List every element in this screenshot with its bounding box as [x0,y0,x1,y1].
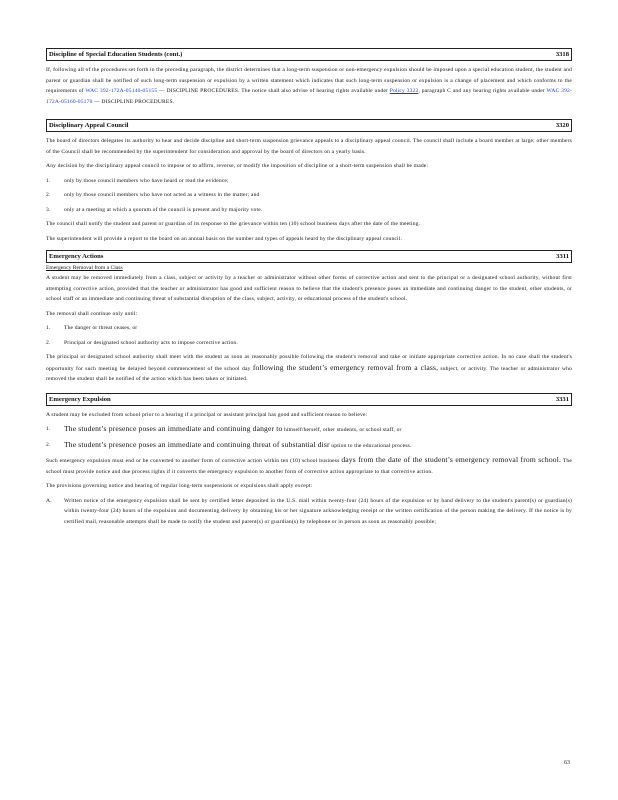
paragraph: The provisions governing notice and hearing of regular long-term suspensions or expulsions shall apply except: [46,483,313,489]
list-item-text: Written notice of the emergency expulsion shall be sent by certified letter deposited in the U.S. mail within twenty-four (24) hours of the expulsion or by hand delivery to the student's parent(s) or guardian(s) within twenty-four (24) hours of the expulsion and documenting delivery by obtaining his or her signature acknowledging receipt or the written certification of the person making the delivery. If the notice is by certified mail, reasonable attempts shall be made to notify the student and parent(s) or guardian(s) by telephone or in person as soon as reasonably possible; [64,497,572,525]
section-number: 3318 [555,51,569,58]
list-item: 3. only at a meeting at which a quorum of the council is present and by majority vote. [46,205,572,216]
policy-link[interactable]: Policy 3322 [389,88,419,94]
paragraph: A student may be excluded from school prior to a hearing if a principal or assistant principal has good and sufficient reason to believe: [46,411,368,418]
text-run: Such emergency expulsion must end or be converted to another form of corrective action within ten (10) school business [46,458,340,464]
list-item: 1. The danger or threat ceases, or [46,323,572,334]
section-header-3320 [46,119,572,132]
document-page [46,48,572,527]
paragraph: Any decision by the disciplinary appeal council to impose or to affirm, reverse, or modify the imposition of discipline or a short-term suspension shall be made: [46,163,429,169]
section-number: 3311 [556,253,569,260]
section-header-3311 [46,250,572,263]
text-run-large: The student’s presence poses an immediate and continuing threat of substantial disr [64,439,330,449]
section-title: Emergency Expulsion [49,395,111,403]
list-item-text: only at a meeting at which a quorum of the council is present and by majority vote. [64,206,263,213]
text-run: If, following all of the procedures set forth in the preceding paragraph, the district determines that a long-term suspension or non-emergency expulsion should be imposed upon a special education student, the student and parent or guardian shall be notified of such long-term suspension or expulsion by a written statement which indicates that such long-term suspension or expulsion is a change of placement and which conforms to the requirements of [46,67,572,94]
text-run: subject, or activity. The teacher or administrator who removed the student shall be notified of the action which has been taken or initiated. [46,365,572,382]
text-run-large: The student’s presence poses an immediate and continuing danger to [64,424,283,433]
text-run: himself/herself, other students, or school staff, or [284,427,402,433]
section-title: Disciplinary Appeal Council [49,122,129,129]
section-number: 3331 [555,395,569,403]
page-number: 63 [564,760,570,766]
paragraph: The superintendent will provide a report to the board on an annual basis on the number and types of appeals heard by the disciplinary appeal council. [46,235,403,242]
paragraph [46,352,572,385]
list-item: 2. only by those council members who have not acted as a witness in the matter; and [46,190,572,201]
list-item-text: Principal or designated school authority acts to impose corrective action. [64,339,238,346]
list-item-text: only by those council members who have not acted as a witness in the matter; and [64,192,260,198]
list-item-text: The danger or threat ceases, or [64,325,138,331]
paragraph [46,65,572,107]
list-item: 1. The student’s presence poses an immediate and continuing danger to himself/herself, other students, or school staff, or [46,424,402,433]
subsection-title: Emergency Removal from a Class [46,265,123,271]
list-item-text: only by those council members who have heard or read the evidence; [64,177,229,184]
paragraph [46,455,572,477]
section-number: 3320 [555,122,569,129]
list-item: A. Written notice of the emergency expulsion shall be sent by certified letter deposited in the U.S. mail within twenty-four (24) hours of the expulsion or by hand delivery to the student's parent(s) or guardian(s) within twenty-four (24) hours of the expulsion and documenting delivery by obtaining his or her signature acknowledging receipt or the written certification of the person making the delivery. If the notice is by certified mail, reasonable attempts shall be made to notify the student and parent(s) or guardian(s) by telephone or in person as soon as reasonably possible; [46,496,572,528]
text-run: — DISCIPLINE PROCEDURES. The notice shall also advise of hearing rights available under [159,88,388,94]
list-item: 2. Principal or designated school authority acts to impose corrective action. [46,338,572,349]
text-run: The principal or designated school authority shall meet with the student as soon as reasonably possible following the student's removal and take or initiate appropriate corrective action. In no case shall the student's opportunity for such meeting be delayed beyond commencement of the school day [46,354,572,372]
section-header-3331 [46,393,572,406]
wac-reference: WAC 392-172A-05140-05155 [85,88,158,94]
text-run: The school must provide notice and due process rights if it converts the emergency expulsion to another form of corrective action appropriate to that corrective action. [46,458,572,475]
text-run-large: following the student’s emergency removal from a class, [252,362,439,372]
section-header-3318 [46,48,572,61]
paragraph: A student may be removed immediately from a class, subject or activity by a teacher or administrator without other forms of corrective action and sent to the principal or a designated school authority, without first attempting corrective action, provided that the teacher or administrator has good and sufficient reason to believe that the student's presence poses an immediate and continuing danger to the student, other students, or school staff or an immediate and continuing threat of substantial disruption of the class, subject, activity, or educational process of the student's school. [46,275,572,302]
section-title: Discipline of Special Education Students (cont.) [49,51,183,58]
list-item: 1. only by those council members who have heard or read the evidence; [46,176,572,187]
text-run: — DISCIPLINE PROCEDURES. [94,98,175,105]
paragraph: The council shall notify the student and parent or guardian of its response to the grievance within ten (10) school business days after the date of the meeting. [46,221,421,227]
section-title: Emergency Actions [49,253,104,260]
paragraph: The board of directors delegates its authority to hear and decide discipline and short-term suspension grievance appeals to a disciplinary appeal council. The council shall include a board member at large; other members of the Council shall be recommended by the superintendent for consideration and approval by the board of directors on a yearly basis. [46,138,572,155]
text-run: , paragraph C and any hearing rights available under [418,88,545,94]
list-item: 2. The student’s presence poses an immediate and continuing threat of substantial disr uption to the educational process. [46,439,412,449]
text-run: uption to the educational process. [331,442,412,449]
text-run-large: days from the date of the student’s emergency removal from school. [341,455,562,464]
paragraph: The removal shall continue only until: [46,310,138,317]
wac-reference: WAC 392-172A-05160-05170 [46,88,572,105]
